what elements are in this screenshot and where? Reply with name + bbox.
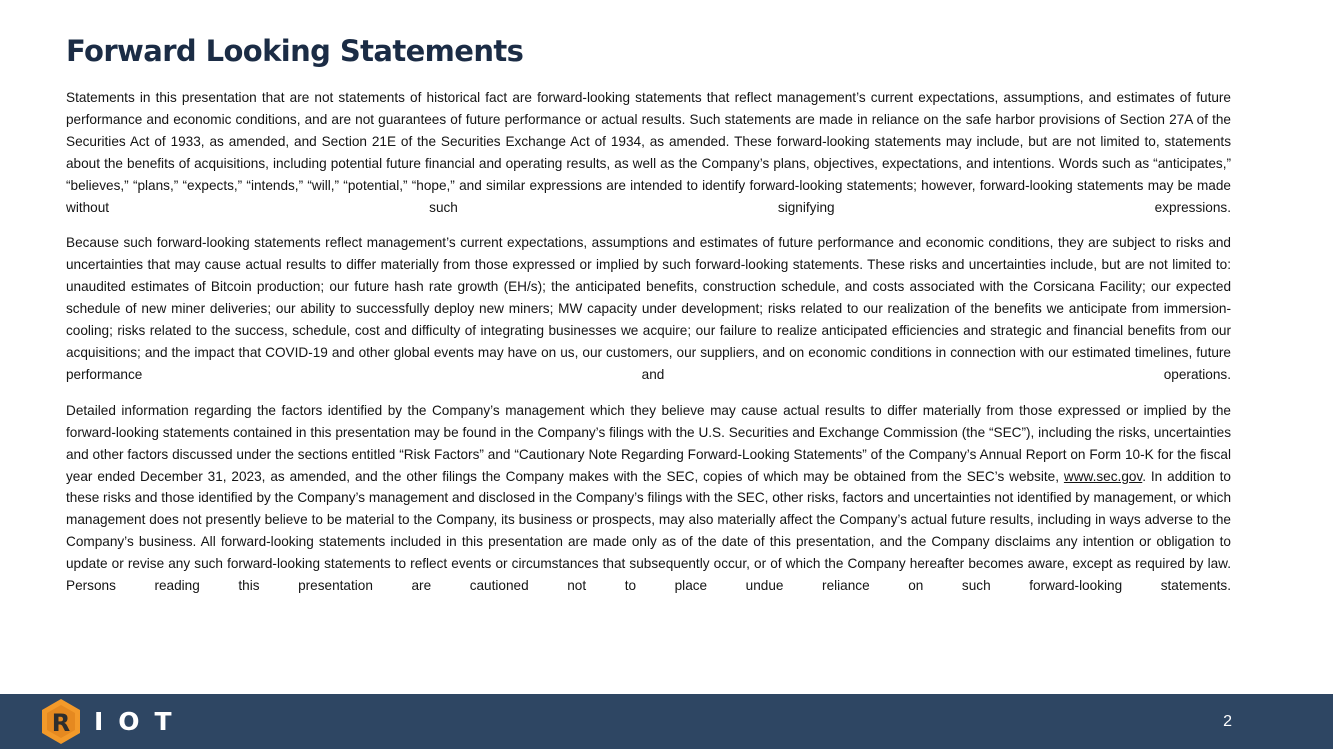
- sec-website-link[interactable]: www.sec.gov: [1063, 468, 1143, 484]
- riot-hexagon-logo-icon: [40, 698, 82, 745]
- riot-logo: [40, 698, 187, 745]
- logo-letter: R: [51, 709, 71, 737]
- logo-wordmark: IOT: [94, 707, 187, 736]
- paragraph-3-start: Detailed information regarding the factors identified by the Company’s management which they believe may cause actual results to differ materially from those expressed or implied by the forward-looking statements contained in this presentation may be found in the Company’s filings with the U.S. Securities and Exchange Commission (the “SEC”), including the risks, uncertainties and other factors discussed under the sections entitled “Risk Factors” and “Cautionary Note Regarding Forward-Looking Statements” of the Company’s Annual Report on Form 10-K for the fiscal year ended December 31, 2023, as amended, and the other filings the Company makes with the SEC, copies of which may be obtained from the SEC’s website,: [66, 402, 1231, 484]
- paragraph-3: [66, 400, 1231, 597]
- slide-title: Forward Looking Statements: [66, 34, 524, 68]
- forward-looking-statements-body: [66, 87, 1231, 597]
- page-number: 2: [1223, 713, 1232, 730]
- paragraph-2: Because such forward-looking statements reflect management’s current expectations, assumptions and estimates of future performance and economic conditions, they are subject to risks and uncertainties that may cause actual results to differ materially from those expressed or implied by such forward-looking statements. These risks and uncertainties include, but are not limited to: unaudited estimates of Bitcoin production; our future hash rate growth (EH/s); the anticipated benefits, construction schedule, and costs associated with the Corsicana Facility; our expected schedule of new miner deliveries; our ability to successfully deploy new miners; MW capacity under development; risks related to our realization of the benefits we anticipate from immersion-cooling; risks related to the success, schedule, cost and difficulty of integrating businesses we acquire; our failure to realize anticipated efficiencies and strategic and financial benefits from our acquisitions; and the impact that COVID-19 and other global events may have on us, our customers, our suppliers, and on economic conditions in connection with our estimated timelines, future performance and operations.: [66, 235, 1231, 382]
- paragraph-1: Statements in this presentation that are not statements of historical fact are forward-looking statements that reflect management’s current expectations, assumptions, and estimates of future performance and economic conditions, and are not guarantees of future performance or actual results. Such statements are made in reliance on the safe harbor provisions of Section 27A of the Securities Act of 1933, as amended, and Section 21E of the Securities Exchange Act of 1934, as amended. These forward-looking statements may include, but are not limited to, statements about the benefits of acquisitions, including potential future financial and operating results, as well as the Company’s plans, objectives, expectations, and intentions. Words such as “anticipates,” “believes,” “plans,” “expects,” “intends,” “will,” “potential,” “hope,” and similar expressions are intended to identify forward-looking statements; however, forward-looking statements may be made without such signifying expressions.: [66, 90, 1231, 215]
- footer-bar: [0, 694, 1333, 749]
- paragraph-3-end: . In addition to these risks and those identified by the Company’s management and disclosed in the Company’s filings with the SEC, other risks, factors and uncertainties not identified by management, or which management does not presently believe to be material to the Company, its business or prospects, may also materially affect the Company’s actual future results, including in ways adverse to the Company’s business. All forward-looking statements included in this presentation are made only as of the date of this presentation, and the Company disclaims any intention or obligation to update or revise any such forward-looking statements to reflect events or circumstances that subsequently occur, or of which the Company hereafter becomes aware, except as required by law. Persons reading this presentation are cautioned not to place undue reliance on such forward-looking statements.: [66, 468, 1231, 594]
